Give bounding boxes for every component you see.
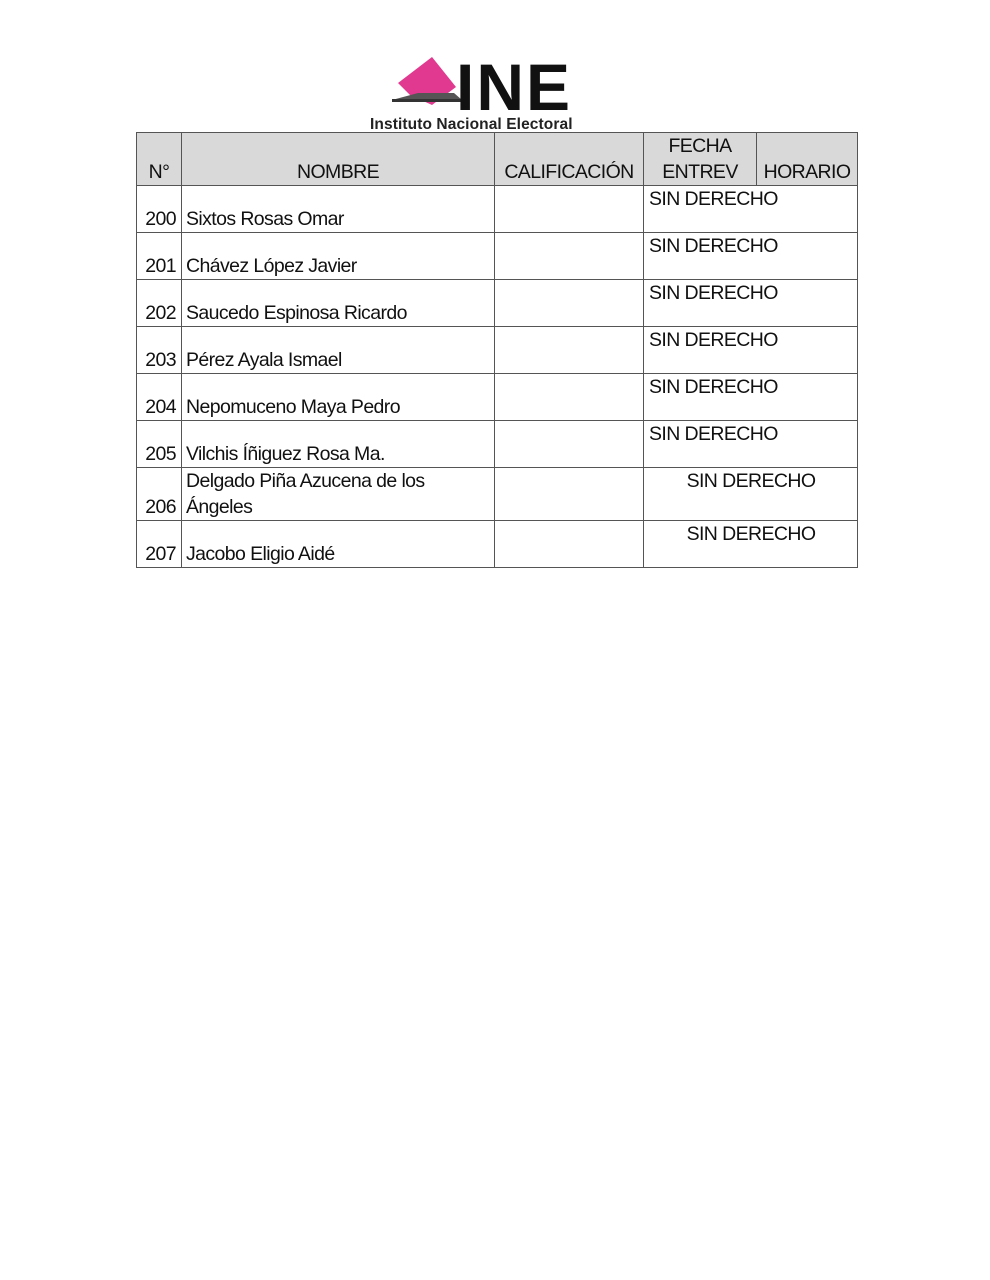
row-name: Saucedo Espinosa Ricardo (182, 280, 495, 327)
row-status: SIN DERECHO (644, 233, 858, 280)
row-status: SIN DERECHO (644, 421, 858, 468)
fecha-line2: ENTREV (662, 161, 738, 183)
row-status: SIN DERECHO (644, 468, 858, 521)
row-status: SIN DERECHO (644, 280, 858, 327)
table-row (137, 421, 858, 468)
row-number: 206 (137, 468, 182, 521)
column-header-fecha (644, 133, 757, 186)
column-header-num: N° (137, 133, 182, 186)
ballot-box-icon (392, 55, 462, 113)
row-status: SIN DERECHO (644, 186, 858, 233)
row-calificacion (495, 280, 644, 327)
table-row (137, 186, 858, 233)
row-number: 205 (137, 421, 182, 468)
table-row (137, 468, 858, 521)
row-number: 204 (137, 374, 182, 421)
table-row (137, 233, 858, 280)
row-calificacion (495, 374, 644, 421)
row-calificacion (495, 468, 644, 521)
row-number: 203 (137, 327, 182, 374)
row-status: SIN DERECHO (644, 374, 858, 421)
row-name: Sixtos Rosas Omar (182, 186, 495, 233)
table-row (137, 374, 858, 421)
row-number: 202 (137, 280, 182, 327)
table-row (137, 280, 858, 327)
table-row (137, 521, 858, 568)
row-name: Pérez Ayala Ismael (182, 327, 495, 374)
logo-text: INE (456, 50, 573, 124)
row-number: 200 (137, 186, 182, 233)
fecha-line1: FECHA (668, 135, 732, 157)
row-name: Delgado Piña Azucena de los Ángeles (182, 468, 495, 521)
row-name: Chávez López Javier (182, 233, 495, 280)
row-calificacion (495, 421, 644, 468)
logo-subtitle: Instituto Nacional Electoral (370, 116, 573, 133)
table-header-row (137, 133, 858, 186)
row-calificacion (495, 521, 644, 568)
row-name: Nepomuceno Maya Pedro (182, 374, 495, 421)
row-calificacion (495, 233, 644, 280)
row-number: 207 (137, 521, 182, 568)
ine-logo (370, 50, 620, 133)
column-header-horario: HORARIO (757, 133, 858, 186)
column-header-calificacion: CALIFICACIÓN (495, 133, 644, 186)
table-row (137, 327, 858, 374)
row-status: SIN DERECHO (644, 327, 858, 374)
row-calificacion (495, 186, 644, 233)
row-status: SIN DERECHO (644, 521, 858, 568)
column-header-nombre: NOMBRE (182, 133, 495, 186)
row-number: 201 (137, 233, 182, 280)
row-name: Vilchis Íñiguez Rosa Ma. (182, 421, 495, 468)
row-name: Jacobo Eligio Aidé (182, 521, 495, 568)
row-calificacion (495, 327, 644, 374)
results-table (136, 132, 858, 568)
